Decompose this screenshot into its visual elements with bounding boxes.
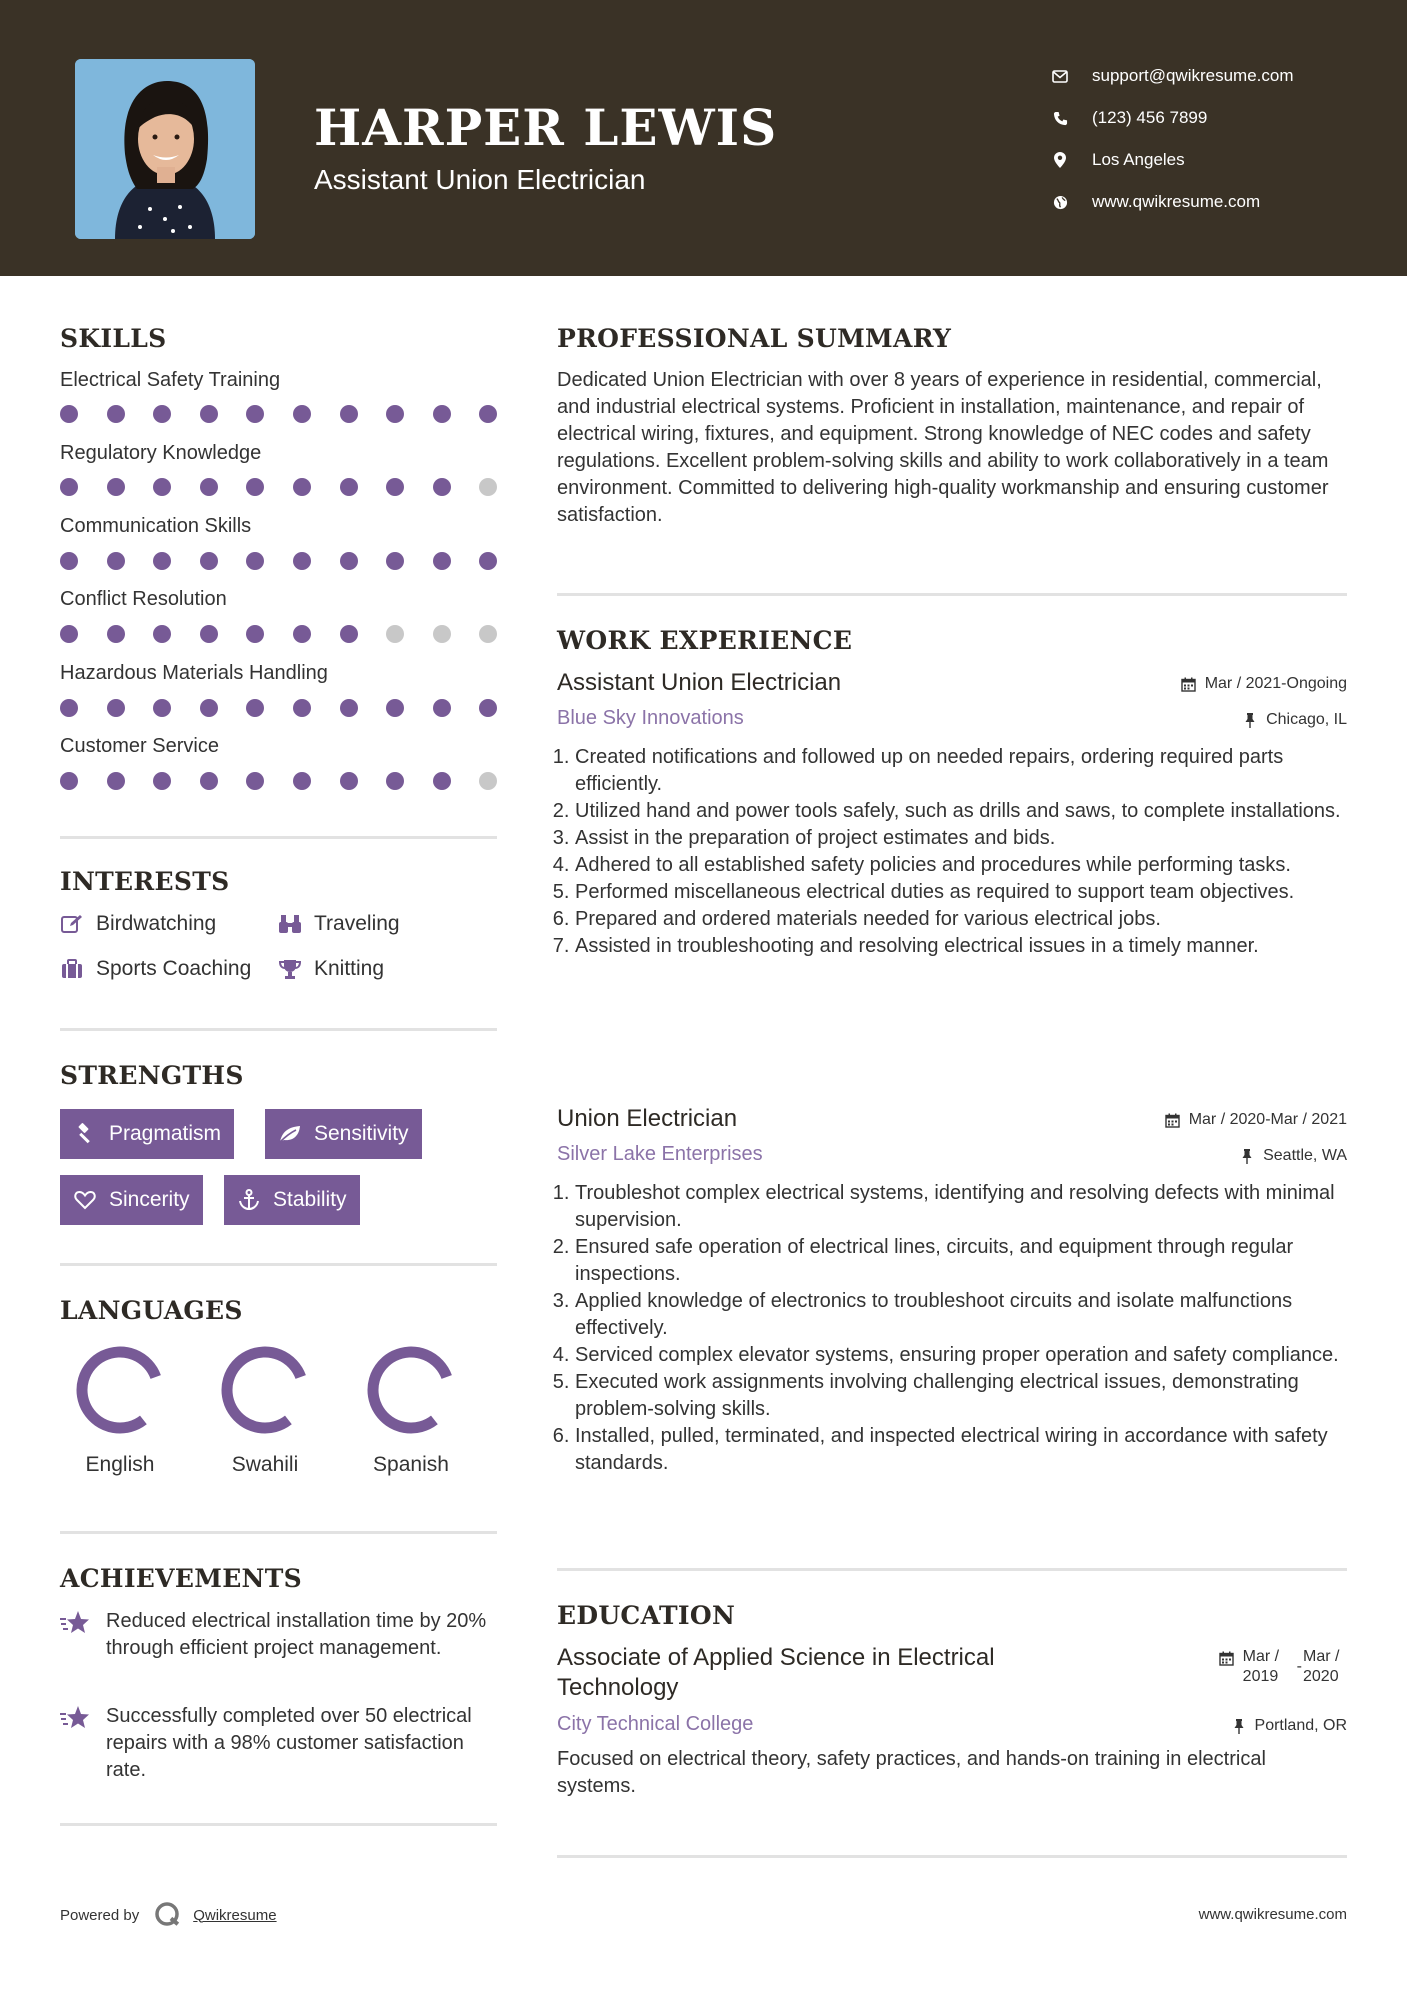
skill-dot xyxy=(153,552,171,570)
education-entry xyxy=(557,1643,1347,1800)
interest-item: Knitting xyxy=(278,957,384,981)
language-progress-ring xyxy=(75,1345,165,1435)
skill-dot xyxy=(246,405,264,423)
skill-dot xyxy=(293,552,311,570)
skill-dot xyxy=(107,552,125,570)
skill-dot xyxy=(246,699,264,717)
skill-dot xyxy=(479,405,497,423)
interest-item: Traveling xyxy=(278,912,400,936)
resume-header xyxy=(0,0,1407,276)
skill-dot xyxy=(200,699,218,717)
skill-dot xyxy=(200,552,218,570)
contact-phone[interactable]: (123) 456 7899 xyxy=(1050,97,1294,139)
language-name: Spanish xyxy=(373,1453,449,1476)
section-divider xyxy=(60,1263,497,1266)
skill-dot xyxy=(433,478,451,496)
strength-tag: Sincerity xyxy=(60,1175,203,1225)
language-name: English xyxy=(85,1453,155,1476)
skill-dot xyxy=(153,625,171,643)
education-location: Portland, OR xyxy=(1231,1717,1347,1735)
job-entry xyxy=(557,669,1347,960)
interest-item: Sports Coaching xyxy=(60,957,251,981)
skill-dot xyxy=(340,625,358,643)
pencil-square-icon xyxy=(60,913,84,935)
skill-rating xyxy=(60,772,526,790)
skill-dot xyxy=(386,478,404,496)
achievement-item: Reduced electrical installation time by 20% through efficient project management. xyxy=(60,1608,500,1662)
education-description: Focused on electrical theory, safety practices, and hands-on training in electrical systems. xyxy=(557,1748,1266,1797)
calendar-icon xyxy=(1165,1112,1181,1128)
skill-dot xyxy=(200,405,218,423)
pushpin-icon xyxy=(1231,1718,1247,1734)
language-progress-arc xyxy=(227,1352,301,1428)
summary-text: Dedicated Union Electrician with over 8 years of experience in residential, commercial, and industrial electrical systems. Proficient in installation, maintenance, and repair of electrical wiring, fixtures, and equipment. Strong knowledge of NEC codes and safety regulations. Excellent problem-solving skills and ability to work collaboratively in a team environment. Committed to delivering high-quality workmanship and ensuring customer satisfaction. xyxy=(557,369,1329,526)
skill-dot xyxy=(153,478,171,496)
skill-dot xyxy=(60,699,78,717)
skill-dot xyxy=(107,625,125,643)
skill-dot xyxy=(107,699,125,717)
skill-rating xyxy=(60,552,526,570)
contact-location: Los Angeles xyxy=(1050,139,1294,181)
skill-name: Hazardous Materials Handling xyxy=(60,662,328,684)
job-duty-item: 3. Assist in the preparation of project estimates and bids. xyxy=(575,825,1347,852)
skill-dot xyxy=(386,625,404,643)
job-company: Blue Sky Innovations xyxy=(557,707,744,729)
strength-tag: Pragmatism xyxy=(60,1109,234,1159)
skill-dot xyxy=(479,699,497,717)
skill-rating xyxy=(60,478,526,496)
skill-name: Regulatory Knowledge xyxy=(60,442,262,464)
skill-dot xyxy=(386,405,404,423)
contact-email[interactable]: support@qwikresume.com xyxy=(1050,55,1294,97)
skill-rating xyxy=(60,625,526,643)
skill-dot xyxy=(386,699,404,717)
language-progress-ring xyxy=(366,1345,456,1435)
education-title: EDUCATION xyxy=(557,1601,736,1630)
briefcase-icon xyxy=(60,958,84,980)
job-role: Assistant Union Electrician xyxy=(557,669,842,696)
phone-icon xyxy=(1050,108,1070,128)
trophy-icon xyxy=(278,958,302,980)
job-duty-item: 3. Applied knowledge of electronics to troubleshoot circuits and isolate malfunctions effectively. xyxy=(575,1288,1347,1342)
skill-dot xyxy=(107,405,125,423)
calendar-icon xyxy=(1219,1650,1235,1666)
job-role: Union Electrician xyxy=(557,1105,738,1132)
skill-dot xyxy=(60,478,78,496)
section-divider xyxy=(60,1823,497,1826)
skill-dot xyxy=(107,772,125,790)
skill-dot xyxy=(340,405,358,423)
binoculars-icon xyxy=(278,913,302,935)
job-duty-item: 7. Assisted in troubleshooting and resolving electrical issues in a timely manner. xyxy=(575,933,1347,960)
qwikresume-logo-icon xyxy=(153,1900,183,1930)
job-location: Seattle, WA xyxy=(1239,1147,1347,1165)
skill-name: Communication Skills xyxy=(60,515,252,537)
achievement-item: Successfully completed over 50 electrical repairs with a 98% customer satisfaction rate. xyxy=(60,1703,500,1784)
skill-dot xyxy=(246,478,264,496)
job-duty-item: 4. Serviced complex elevator systems, ensuring proper operation and safety compliance. xyxy=(575,1342,1347,1369)
gavel-icon xyxy=(73,1122,97,1146)
skill-dot xyxy=(293,699,311,717)
section-divider xyxy=(60,1028,497,1031)
contact-list xyxy=(1050,55,1294,223)
strength-tag: Stability xyxy=(224,1175,360,1225)
skill-dot xyxy=(200,625,218,643)
skill-dot xyxy=(246,552,264,570)
skill-rating xyxy=(60,699,526,717)
skill-dot xyxy=(340,478,358,496)
footer-brand-link[interactable]: Qwikresume xyxy=(193,1906,277,1924)
candidate-name: HARPER LEWIS xyxy=(314,98,778,157)
pushpin-icon xyxy=(1242,712,1258,728)
star-icon xyxy=(60,1705,90,1731)
envelope-icon xyxy=(1050,66,1070,86)
skill-dot xyxy=(60,772,78,790)
skill-dot xyxy=(386,552,404,570)
job-company: Silver Lake Enterprises xyxy=(557,1143,763,1165)
job-duties xyxy=(557,1180,1347,1477)
contact-website[interactable]: www.qwikresume.com xyxy=(1050,181,1294,223)
skill-dot xyxy=(293,772,311,790)
experience-title: WORK EXPERIENCE xyxy=(557,626,853,655)
skill-dot xyxy=(433,405,451,423)
calendar-icon xyxy=(1181,676,1197,692)
interest-item: Birdwatching xyxy=(60,912,216,936)
strength-tag: Sensitivity xyxy=(265,1109,422,1159)
skill-dot xyxy=(433,625,451,643)
section-divider xyxy=(60,1531,497,1534)
language-item xyxy=(215,1345,315,1477)
skill-dot xyxy=(433,552,451,570)
skill-dot xyxy=(340,552,358,570)
job-duty-item: 6. Installed, pulled, terminated, and inspected electrical wiring in accordance with safety standards. xyxy=(575,1423,1347,1477)
anchor-icon xyxy=(237,1188,261,1212)
job-duty-item: 6. Prepared and ordered materials needed for various electrical jobs. xyxy=(575,906,1347,933)
summary-title: PROFESSIONAL SUMMARY xyxy=(557,324,952,353)
language-name: Swahili xyxy=(231,1453,299,1476)
globe-icon xyxy=(1050,192,1070,212)
skill-dot xyxy=(60,552,78,570)
skill-dot xyxy=(107,478,125,496)
job-date: Mar / 2020-Mar / 2021 xyxy=(1165,1111,1347,1129)
job-duty-item: 2. Utilized hand and power tools safely, such as drills and saws, to complete installations. xyxy=(575,798,1347,825)
skill-name: Conflict Resolution xyxy=(60,588,227,610)
section-divider xyxy=(557,1855,1347,1858)
job-duty-item: 4. Adhered to all established safety policies and procedures while performing tasks. xyxy=(575,852,1347,879)
education-degree: Associate of Applied Science in Electrical Technology xyxy=(557,1644,995,1701)
footer-powered-by: Powered by Qwikresume xyxy=(60,1900,277,1930)
achievements-title: ACHIEVEMENTS xyxy=(60,1564,302,1593)
heart-icon xyxy=(73,1188,97,1212)
candidate-title: Assistant Union Electrician xyxy=(314,164,646,195)
map-pin-icon xyxy=(1050,150,1070,170)
skill-dot xyxy=(479,772,497,790)
skill-dot xyxy=(479,552,497,570)
skill-dot xyxy=(479,625,497,643)
job-location: Chicago, IL xyxy=(1242,711,1347,729)
section-divider xyxy=(557,1568,1347,1571)
section-divider xyxy=(557,593,1347,596)
skill-rating xyxy=(60,405,526,423)
skill-dot xyxy=(479,478,497,496)
language-progress-ring xyxy=(220,1345,310,1435)
language-progress-arc xyxy=(82,1352,156,1428)
job-duties xyxy=(557,744,1347,960)
skill-dot xyxy=(293,405,311,423)
skill-dot xyxy=(60,405,78,423)
skill-dot xyxy=(433,699,451,717)
strengths-title: STRENGTHS xyxy=(60,1061,244,1090)
pushpin-icon xyxy=(1239,1148,1255,1164)
skill-dot xyxy=(60,625,78,643)
skills-title: SKILLS xyxy=(60,324,167,353)
skill-dot xyxy=(433,772,451,790)
job-date: Mar / 2021-Ongoing xyxy=(1181,675,1347,693)
job-duty-item: 1. Created notifications and followed up on needed repairs, ordering required parts efficiently. xyxy=(575,744,1347,798)
skill-dot xyxy=(153,699,171,717)
skill-dot xyxy=(340,772,358,790)
education-school: City Technical College xyxy=(557,1713,754,1735)
job-entry xyxy=(557,1105,1347,1477)
skill-dot xyxy=(153,405,171,423)
job-duty-item: 2. Ensured safe operation of electrical lines, circuits, and equipment through regular inspections. xyxy=(575,1234,1347,1288)
skill-dot xyxy=(340,699,358,717)
job-duty-item: 5. Performed miscellaneous electrical duties as required to support team objectives. xyxy=(575,879,1347,906)
footer-website[interactable]: www.qwikresume.com xyxy=(1198,1906,1347,1923)
education-dates: Mar / 2019 - Mar / 2020 xyxy=(1219,1647,1347,1687)
skill-dot xyxy=(200,478,218,496)
skill-name: Customer Service xyxy=(60,735,219,757)
skill-dot xyxy=(386,772,404,790)
skill-name: Electrical Safety Training xyxy=(60,369,281,391)
language-progress-arc xyxy=(373,1352,447,1428)
skill-dot xyxy=(200,772,218,790)
star-icon xyxy=(60,1610,90,1636)
skill-dot xyxy=(293,478,311,496)
job-duty-item: 1. Troubleshot complex electrical systems, identifying and resolving defects with minimal supervision. xyxy=(575,1180,1347,1234)
skill-dot xyxy=(293,625,311,643)
skill-dot xyxy=(153,772,171,790)
leaf-icon xyxy=(278,1122,302,1146)
skill-dot xyxy=(246,772,264,790)
skill-dot xyxy=(246,625,264,643)
job-duty-item: 5. Executed work assignments involving challenging electrical issues, demonstrating problem-solving skills. xyxy=(575,1369,1347,1423)
profile-photo xyxy=(75,59,255,239)
language-item xyxy=(361,1345,461,1477)
language-item xyxy=(70,1345,170,1477)
section-divider xyxy=(60,836,497,839)
interests-title: INTERESTS xyxy=(60,867,230,896)
languages-title: LANGUAGES xyxy=(60,1296,243,1325)
